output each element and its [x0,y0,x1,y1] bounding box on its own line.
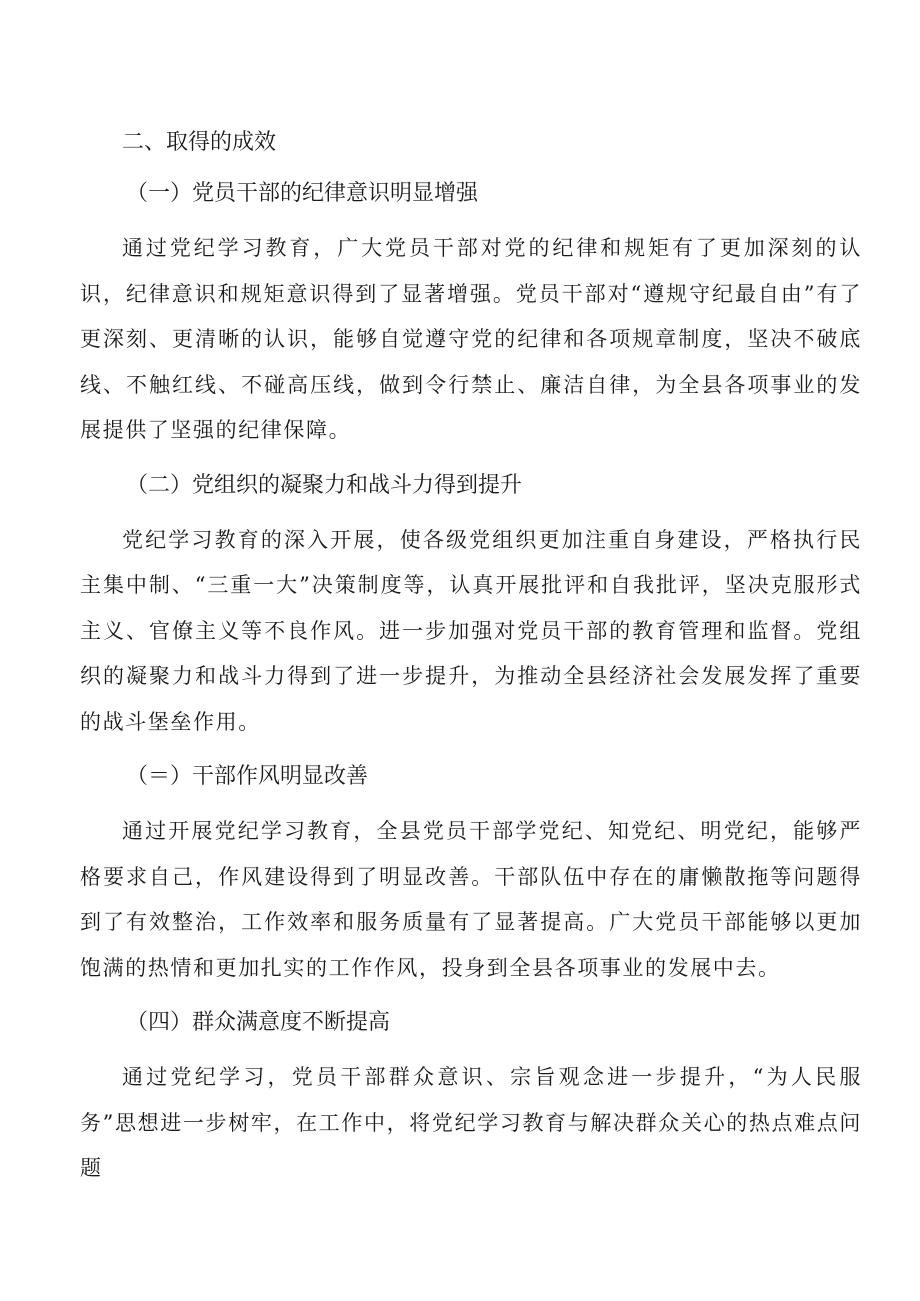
subsection-paragraph-3: 通过开展党纪学习教育，全县党员干部学党纪、知党纪、明党纪，能够严格要求自己，作风建设得到了明显改善。干部队伍中存在的庸懒散拖等问题得到了有效整治，工作效率和服务质量有了显著提高。广大党员干部能够以更加饱满的热情和更加扎实的工作作风，投身到全县各项事业的发展中去。 [80,819,862,980]
subsection-paragraph-1: 通过党纪学习教育，广大党员干部对党的纪律和规矩有了更加深刻的认识，纪律意识和规矩意识得到了显著增强。党员干部对“遵规守纪最自由”有了更深刻、更清晰的认识，能够自觉遵守党的纪律和各项规章制度，坚决不破底线、不触红线、不碰高压线，做到令行禁止、廉洁自律，为全县各项事业的发展提供了坚强的纪律保障。 [80,236,862,442]
document-body [80,124,862,1206]
subsection-heading-2: （二）党组织的凝聚力和战斗力得到提升 [126,472,523,498]
subsection-heading-3: （＝）干部作风明显改善 [126,764,369,789]
subsection-heading-1: （一）党员干部的纪律意识明显增强 [126,181,479,206]
section-heading: 二、取得的成效 [122,130,277,155]
subsection-paragraph-4: 通过党纪学习，党员干部群众意识、宗旨观念进一步提升，“为人民服务”思想进一步树牢，在工作中，将党纪学习教育与解决群众关心的热点难点问题 [80,1065,862,1180]
subsection-heading-4: （四）群众满意度不断提高 [126,1010,391,1035]
subsection-paragraph-2: 党纪学习教育的深入开展，使各级党组织更加注重自身建设，严格执行民主集中制、“三重一大”决策制度等，认真开展批评和自我批评，坚决克服形式主义、官僚主义等不良作风。进一步加强对党员干部的教育管理和监督。党组织的凝聚力和战斗力得到了进一步提升，为推动全县经济社会发展发挥了重要的战斗堡垒作用。 [80,527,862,734]
